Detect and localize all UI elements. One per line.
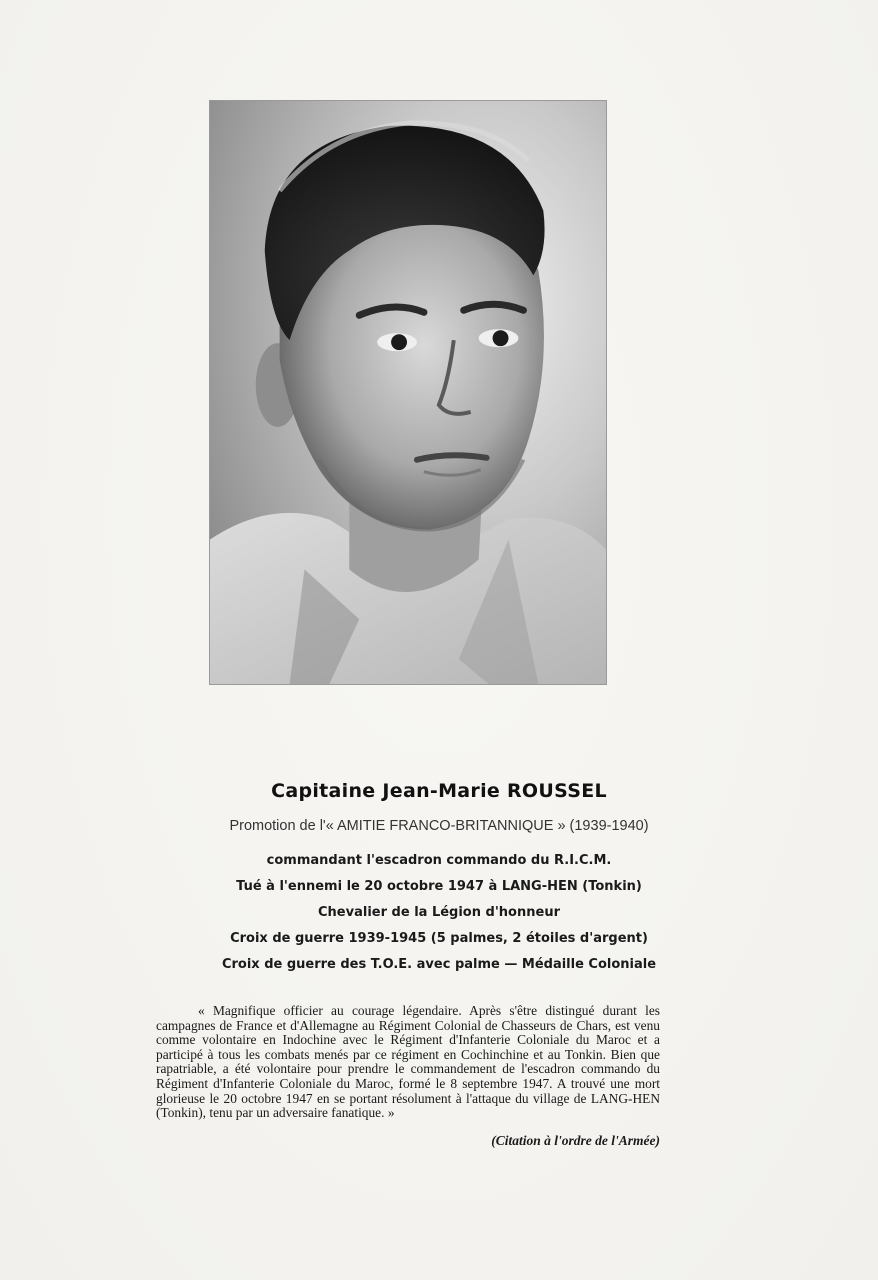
portrait-photo <box>209 100 607 685</box>
citation-text: « Magnifique officier au courage légendaire. Après s'être distingué durant les campagnes de France et d'Allemagne au Régiment Colonial de Chasseurs de Chars, est venu comme volontaire en Indochine avec le Régiment d'Infanterie Coloniale du Maroc et a participé à tous les combats menés par ce régiment en Cochinchine et au Tonkin. Bien que rapatriable, a été volontaire pour prendre le commandement de l'escadron commando du Régiment d'Infanterie Coloniale du Maroc, formé le 8 septembre 1947. A trouvé une mort glorieuse le 20 octobre 1947 en se portant résolument à l'attaque du village de LANG-HEN (Tonkin), tenu par un adversaire fanatique. » <box>156 1003 660 1121</box>
promotion-line: Promotion de l'« AMITIE FRANCO-BRITANNIQUE » (1939-1940) <box>229 818 649 834</box>
honor-item: Tué à l'ennemi le 20 octobre 1947 à LANG-HEN (Tonkin) <box>236 879 642 894</box>
honor-item: Croix de guerre des T.O.E. avec palme — Médaille Coloniale <box>221 957 657 972</box>
citation-paragraph <box>156 1004 660 1121</box>
honor-item: Croix de guerre 1939-1945 (5 palmes, 2 étoiles d'argent) <box>230 931 648 946</box>
honor-item: commandant l'escadron commando du R.I.C.M. <box>266 853 612 868</box>
citation-source: (Citation à l'ordre de l'Armée) <box>491 1133 660 1148</box>
honors-list <box>0 848 878 978</box>
portrait-illustration <box>210 101 606 684</box>
officer-name: Capitaine Jean-Marie ROUSSEL <box>271 780 607 802</box>
honor-item: Chevalier de la Légion d'honneur <box>318 905 560 920</box>
